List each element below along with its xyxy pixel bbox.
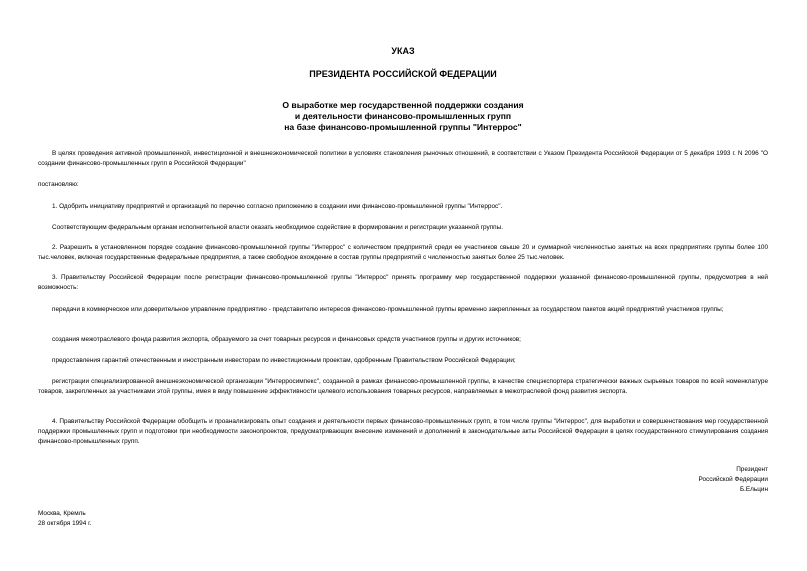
- signature-title: Президент: [736, 466, 768, 473]
- item-1-note-paragraph: Соответствующим федеральным органам исполнительной власти оказать необходимое содействие в формировании и регистрации указанной группы.: [52, 224, 504, 231]
- place-location: Москва, Кремль: [38, 510, 86, 517]
- item-2-paragraph: 2. Разрешить в установленном порядке создание финансово-промышленной группы "Интеррос" с количеством предприятий среди ее участников свыше 20 и суммарной численностью занятых на всех предприятиях группы более 100 тыс.человек, включая государственные федеральные предприятия, а также свободное вхождение в состав группы предприятий с численностью занятых более 25 тыс.человек.: [38, 244, 768, 261]
- decree-heading: УКАЗ: [391, 46, 415, 56]
- place-date-block: [38, 509, 91, 529]
- item-1-paragraph: 1. Одобрить инициативу предприятий и организаций по перечню согласно приложению в создании ими финансово-промышленной группы "Интеррос".: [52, 203, 503, 210]
- signature-block: [699, 465, 769, 495]
- resolve-paragraph: постановляю:: [38, 181, 79, 188]
- title-line-1: О выработке мер государственной поддержки создания: [282, 100, 524, 110]
- title-line-2: и деятельности финансово-промышленных групп: [294, 111, 512, 121]
- document-page: [38, 0, 768, 571]
- item-4-paragraph: 4. Правительству Российской Федерации обобщить и проанализировать опыт создания и деятельности первых финансово-промышленных групп, в том числе группы "Интеррос", для выработки и совершенствования мер государственной поддержки промышленных групп и подготовки при необходимости законопроектов, предусматривающих внесение изменений и дополнений в законодательные акты Российской Федерации в целях государственного стимулирования создания финансово-промышленных групп.: [38, 418, 768, 445]
- item-3c-paragraph: предоставления гарантий отечественным и иностранным инвесторам по инвестиционным проектам, одобренным Правительством Российской Федерации;: [52, 357, 516, 364]
- item-3d-paragraph: регистрации специализированной внешнеэкономической организации "Интерросимпекс", созданной в рамках финансово-промышленной группы, в качестве спецэкспортера стратегически важных сырьевых товаров по всей номенклатуре товаров, закрепленных за участниками этой группы, имея в виду повышение эффективности целевого использования товарных ресурсов, направляемых в межотраслевой фонд развития экспорта.: [38, 378, 768, 395]
- issuer-heading: ПРЕЗИДЕНТА РОССИЙСКОЙ ФЕДЕРАЦИИ: [309, 69, 497, 79]
- signature-name: Б.Ельцин: [739, 486, 768, 493]
- item-3a-paragraph: передачи в коммерческое или доверительное управление предприятию - представителю интересов финансово-промышленной группы временно закрепленных за государством пакетов акций предприятий участников группы;: [52, 306, 724, 313]
- place-date: 28 октября 1994 г.: [38, 520, 92, 527]
- signature-country: Российской Федерации: [698, 476, 768, 483]
- preamble-paragraph: В целях проведения активной промышленной, инвестиционной и внешнеэкономической политики в условиях становления рыночных отношений, в соответствии с Указом Президента Российской Федерации от 5 декабря 1993 г. N 2096 "О создании финансово-промышленных групп в Российской Федерации": [38, 150, 768, 167]
- item-3b-paragraph: создания межотраслевого фонда развития экспорта, образуемого за счет товарных ресурсов и финансовых средств участников группы и других источников;: [52, 336, 521, 343]
- title-line-3: на базе финансово-промышленной группы "Интеррос": [284, 122, 522, 132]
- item-3-paragraph: 3. Правительству Российской Федерации после регистрации финансово-промышленной группы "Интеррос" принять программу мер государственной поддержки указанной финансово-промышленной группы, предусмотрев в ней возможность:: [38, 274, 768, 291]
- decree-title: [38, 100, 768, 133]
